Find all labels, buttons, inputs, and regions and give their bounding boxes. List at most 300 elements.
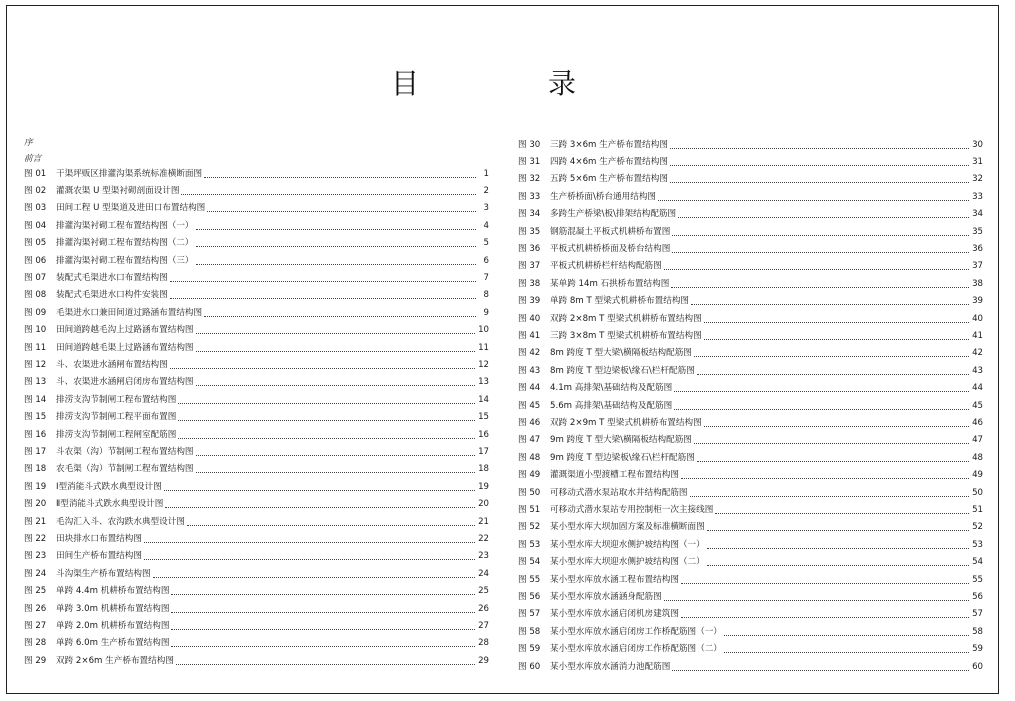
toc-dot-leader <box>196 229 476 230</box>
toc-dot-leader <box>176 664 475 665</box>
toc-entry-title: 多跨生产桥梁\板\排架结构配筋图 <box>550 209 677 220</box>
toc-entry-page: 50 <box>972 487 983 498</box>
toc-entry-page: 23 <box>478 551 489 562</box>
toc-entry-title: 斗沟渠生产桥布置结构图 <box>56 568 151 579</box>
toc-entry-title: 平板式机耕桥桥面及桥台结构图 <box>550 243 671 254</box>
toc-entry-number: 图 51 <box>518 504 541 515</box>
toc-entry[interactable] <box>518 188 983 205</box>
toc-dot-leader <box>196 333 476 334</box>
toc-entry-page: 36 <box>972 243 983 254</box>
toc-entry-number: 图 40 <box>518 313 541 324</box>
toc-entry-page: 10 <box>478 325 489 336</box>
toc-entry-number: 图 14 <box>24 394 47 405</box>
toc-entry-number: 图 09 <box>24 307 47 318</box>
toc-entry-number: 图 07 <box>24 272 47 283</box>
toc-entry-title: 生产桥桥面\桥台通用结构图 <box>550 191 657 202</box>
toc-dot-leader <box>670 165 969 166</box>
toc-entry-page: 54 <box>972 557 983 568</box>
toc-entry-number: 图 21 <box>24 516 47 527</box>
toc-entry[interactable] <box>518 293 983 310</box>
toc-entry-number: 图 28 <box>24 638 47 649</box>
toc-dot-leader <box>670 148 969 149</box>
toc-entry-number: 图 05 <box>24 238 47 249</box>
toc-dot-leader <box>171 612 475 613</box>
toc-entry-page: 15 <box>478 412 489 423</box>
toc-entry-title: 干渠坪贩区排灌沟渠系统标准横断面图 <box>56 168 203 179</box>
toc-entry-title: 某小型水库大坝迎水侧护坡结构图（二） <box>550 557 705 568</box>
toc-entry[interactable] <box>518 571 983 588</box>
toc-entry-number: 图 35 <box>518 226 541 237</box>
toc-entry-title: 某小型水库放水涵启闭房工作桥配筋图（一） <box>550 626 722 637</box>
toc-entry-page: 35 <box>972 226 983 237</box>
toc-entry[interactable] <box>24 583 489 600</box>
toc-dot-leader <box>704 339 969 340</box>
toc-dot-leader <box>678 217 969 218</box>
toc-dot-leader <box>181 194 476 195</box>
toc-entry-number: 图 60 <box>518 661 541 672</box>
toc-entry-number: 图 33 <box>518 191 541 202</box>
toc-dot-leader <box>144 542 475 543</box>
toc-entry-number: 图 48 <box>518 452 541 463</box>
toc-entry[interactable] <box>518 414 983 431</box>
toc-entry-title: 单跨 2.0m 机耕桥布置结构图 <box>56 620 170 631</box>
toc-dot-leader <box>164 490 475 491</box>
toc-dot-leader <box>672 670 969 671</box>
toc-entry-page: 34 <box>972 209 983 220</box>
toc-entry-page: 7 <box>483 272 489 283</box>
toc-dot-leader <box>671 287 969 288</box>
toc-entry-page: 40 <box>972 313 983 324</box>
toc-dot-leader <box>196 472 476 473</box>
toc-entry-page: 51 <box>972 504 983 515</box>
toc-entry-page: 44 <box>972 383 983 394</box>
toc-entry-number: 图 38 <box>518 278 541 289</box>
toc-entry[interactable] <box>518 484 983 501</box>
toc-entry-page: 43 <box>972 365 983 376</box>
toc-entry-page: 28 <box>478 638 489 649</box>
toc-entry-page: 58 <box>972 626 983 637</box>
toc-dot-leader <box>171 646 475 647</box>
toc-entry-page: 56 <box>972 591 983 602</box>
toc-entry[interactable] <box>518 623 983 640</box>
toc-entry-number: 图 46 <box>518 417 541 428</box>
toc-dot-leader <box>196 455 476 456</box>
toc-entry[interactable] <box>24 600 489 617</box>
toc-entry-title: 斗农渠（沟）节制闸工程布置结构图 <box>56 446 194 457</box>
toc-entry[interactable] <box>24 409 489 426</box>
toc-dot-leader <box>196 246 476 247</box>
toc-entry-page: 47 <box>972 435 983 446</box>
toc-entry[interactable] <box>24 235 489 252</box>
toc-dot-leader <box>196 351 476 352</box>
toc-entry[interactable] <box>518 310 983 327</box>
toc-entry-title: 斗、农渠进水涵闸启闭房布置结构图 <box>56 377 194 388</box>
toc-entry-number: 图 45 <box>518 400 541 411</box>
toc-entry[interactable] <box>24 374 489 391</box>
toc-dot-leader <box>165 507 475 508</box>
toc-entry[interactable] <box>24 252 489 269</box>
toc-entry-title: 装配式毛渠进水口构件安装图 <box>56 290 168 301</box>
toc-entry[interactable] <box>518 240 983 257</box>
toc-entry[interactable] <box>24 426 489 443</box>
toc-entry[interactable] <box>518 223 983 240</box>
toc-dot-leader <box>704 322 969 323</box>
toc-entry-title: 斗、农渠进水涵闸布置结构图 <box>56 359 168 370</box>
toc-entry-number: 图 19 <box>24 481 47 492</box>
toc-entry-page: 3 <box>483 203 489 214</box>
toc-entry[interactable] <box>518 327 983 344</box>
toc-entry-number: 图 02 <box>24 185 47 196</box>
toc-entry-page: 11 <box>478 342 489 353</box>
toc-entry[interactable] <box>24 652 489 669</box>
toc-entry-title: 某小型水库放水涵工程布置结构图 <box>550 574 679 585</box>
toc-entry-number: 图 43 <box>518 365 541 376</box>
toc-dot-leader <box>171 594 475 595</box>
toc-entry[interactable] <box>24 165 489 182</box>
toc-entry-page: 32 <box>972 174 983 185</box>
toc-entry-title: 8m 跨度 T 型大梁\横隔板结构配筋图 <box>550 348 692 359</box>
toc-entry-page: 26 <box>478 603 489 614</box>
toc-entry-number: 图 53 <box>518 539 541 550</box>
toc-dot-leader <box>707 565 969 566</box>
toc-entry-number: 图 17 <box>24 446 47 457</box>
toc-entry[interactable] <box>24 322 489 339</box>
toc-entry-number: 图 23 <box>24 551 47 562</box>
toc-dot-leader <box>707 548 969 549</box>
toc-entry-title: 田块排水口布置结构图 <box>56 533 142 544</box>
toc-entry[interactable] <box>518 153 983 170</box>
toc-entry-page: 27 <box>478 620 489 631</box>
toc-entry[interactable] <box>518 641 983 658</box>
toc-dot-leader <box>672 252 969 253</box>
toc-entry-title: 单跨 6.0m 生产桥布置结构图 <box>56 638 170 649</box>
toc-entry-title: 8m 跨度 T 型边梁板\缘石\栏杆配筋图 <box>550 365 695 376</box>
toc-dot-leader <box>670 182 969 183</box>
toc-dot-leader <box>196 264 476 265</box>
toc-entry-number: 图 03 <box>24 203 47 214</box>
toc-entry-number: 图 15 <box>24 412 47 423</box>
toc-dot-leader <box>153 577 476 578</box>
toc-entry-number: 图 22 <box>24 533 47 544</box>
toc-dot-leader <box>691 304 969 305</box>
toc-entry-title: 9m 跨度 T 型大梁\横隔板结构配筋图 <box>550 435 692 446</box>
toc-entry[interactable] <box>518 171 983 188</box>
toc-entry-number: 图 18 <box>24 464 47 475</box>
toc-entry-page: 9 <box>483 307 489 318</box>
toc-entry[interactable] <box>24 182 489 199</box>
toc-dot-leader <box>178 438 475 439</box>
toc-entry-title: 毛渠进水口兼田间道过路涵布置结构图 <box>56 307 203 318</box>
toc-entry-page: 12 <box>478 359 489 370</box>
toc-entry[interactable] <box>24 269 489 286</box>
toc-entry[interactable] <box>518 136 983 153</box>
toc-entry-title: 排涝支沟节制闸工程布置结构图 <box>56 394 177 405</box>
toc-entry-title: 单跨 3.0m 机耕桥布置结构图 <box>56 603 170 614</box>
toc-entry-number: 图 54 <box>518 557 541 568</box>
toc-entry-number: 图 27 <box>24 620 47 631</box>
toc-entry-page: 6 <box>483 255 489 266</box>
toc-entry-number: 图 58 <box>518 626 541 637</box>
toc-entry-title: 排灌沟渠衬砌工程布置结构图（二） <box>56 238 194 249</box>
toc-entry-number: 图 37 <box>518 261 541 272</box>
toc-entry-number: 图 04 <box>24 220 47 231</box>
toc-entry-page: 59 <box>972 644 983 655</box>
toc-entry-page: 19 <box>478 481 489 492</box>
toc-entry-number: 图 32 <box>518 174 541 185</box>
toc-entry-title: 排灌沟渠衬砌工程布置结构图（三） <box>56 255 194 266</box>
toc-dot-leader <box>171 629 475 630</box>
toc-entry-title: 某小型水库放水涵消力池配筋图 <box>550 661 671 672</box>
toc-entry-number: 图 55 <box>518 574 541 585</box>
toc-entry-page: 57 <box>972 609 983 620</box>
toc-dot-leader <box>170 281 476 282</box>
toc-entry[interactable] <box>24 287 489 304</box>
toc-entry-title: 平板式机耕桥栏杆结构配筋图 <box>550 261 662 272</box>
toc-entry-title: 装配式毛渠进水口布置结构图 <box>56 272 168 283</box>
toc-dot-leader <box>697 461 969 462</box>
toc-dot-leader <box>170 368 475 369</box>
toc-dot-leader <box>707 530 969 531</box>
toc-entry-title: 排涝支沟节制闸工程闸室配筋图 <box>56 429 177 440</box>
toc-entry-page: 49 <box>972 470 983 481</box>
toc-entry-number: 图 59 <box>518 644 541 655</box>
toc-entry[interactable] <box>518 606 983 623</box>
toc-entry-number: 图 36 <box>518 243 541 254</box>
toc-dot-leader <box>672 235 969 236</box>
toc-entry-page: 38 <box>972 278 983 289</box>
toc-entry-number: 图 47 <box>518 435 541 446</box>
toc-preface[interactable]: 序 <box>24 138 33 148</box>
toc-entry[interactable] <box>518 432 983 449</box>
toc-entry[interactable] <box>24 200 489 217</box>
toc-entry[interactable] <box>24 565 489 582</box>
toc-entry[interactable] <box>518 206 983 223</box>
toc-entry-page: 8 <box>483 290 489 301</box>
toc-entry-page: 52 <box>972 522 983 533</box>
toc-entry-title: 排灌沟渠衬砌工程布置结构图（一） <box>56 220 194 231</box>
toc-entry[interactable] <box>518 658 983 675</box>
toc-entry-page: 24 <box>478 568 489 579</box>
toc-entry-page: 33 <box>972 191 983 202</box>
toc-entry-page: 31 <box>972 156 983 167</box>
toc-dot-leader <box>697 374 969 375</box>
toc-entry[interactable] <box>518 397 983 414</box>
toc-dot-leader <box>715 513 969 514</box>
toc-dot-leader <box>674 409 969 410</box>
toc-entry[interactable] <box>24 496 489 513</box>
toc-entry-title: 四跨 4×6m 生产桥布置结构图 <box>550 156 668 167</box>
toc-entry-number: 图 26 <box>24 603 47 614</box>
toc-dot-leader <box>681 583 969 584</box>
toc-dot-leader <box>694 443 969 444</box>
toc-entry[interactable] <box>518 275 983 292</box>
toc-entry-title: 田间道跨越毛渠上过路涵布置结构图 <box>56 342 194 353</box>
toc-entry-number: 图 20 <box>24 499 47 510</box>
toc-dot-leader <box>681 617 969 618</box>
toc-entry-title: 5.6m 高排架\基础结构及配筋图 <box>550 400 673 411</box>
toc-entry-page: 29 <box>478 655 489 666</box>
toc-dot-leader <box>664 600 969 601</box>
toc-entry[interactable] <box>24 339 489 356</box>
toc-entry-page: 22 <box>478 533 489 544</box>
toc-dot-leader <box>690 496 970 497</box>
toc-entry[interactable] <box>518 362 983 379</box>
toc-dot-leader <box>187 525 475 526</box>
toc-entry-number: 图 24 <box>24 568 47 579</box>
toc-dot-leader <box>204 177 476 178</box>
toc-entry-title: 单跨 4.4m 机耕桥布置结构图 <box>56 586 170 597</box>
toc-entry-title: 灌溉农渠 U 型渠衬砌剖面设计图 <box>56 185 180 196</box>
toc-entry-page: 60 <box>972 661 983 672</box>
toc-entry-page: 37 <box>972 261 983 272</box>
toc-entry-title: 三跨 3×8m T 型梁式机耕桥布置结构图 <box>550 330 702 341</box>
toc-dot-leader <box>658 200 969 201</box>
toc-entry-title: 双跨 2×9m T 型梁式机耕桥布置结构图 <box>550 417 702 428</box>
toc-dot-leader <box>681 478 969 479</box>
toc-entry-title: 可移动式潜水泵站专用控制柜一次主接线图 <box>550 504 714 515</box>
toc-entry-title: 三跨 3×6m 生产桥布置结构图 <box>550 139 668 150</box>
toc-entry-title: 排涝支沟节制闸工程平面布置图 <box>56 412 177 423</box>
toc-entry-number: 图 25 <box>24 586 47 597</box>
toc-entry-page: 1 <box>483 168 489 179</box>
toc-entry[interactable] <box>518 345 983 362</box>
toc-entry-page: 5 <box>483 238 489 249</box>
page-title: 目 录 <box>391 67 636 100</box>
toc-entry-number: 图 01 <box>24 168 47 179</box>
toc-dot-leader <box>724 635 969 636</box>
toc-entry-title: 某小型水库大坝加固方案及标准横断面图 <box>550 522 705 533</box>
toc-entry-page: 41 <box>972 330 983 341</box>
toc-entry-page: 20 <box>478 499 489 510</box>
toc-entry-page: 45 <box>972 400 983 411</box>
toc-entry-number: 图 30 <box>518 139 541 150</box>
toc-entry-title: 农毛渠（沟）节制闸工程布置结构图 <box>56 464 194 475</box>
toc-entry-title: 单跨 8m T 型梁式机耕桥布置结构图 <box>550 296 690 307</box>
toc-entry-title: 某小型水库放水涵启闭机房建筑图 <box>550 609 679 620</box>
toc-entry-title: 田间工程 U 型渠道及进田口布置结构图 <box>56 203 206 214</box>
toc-entry-title: Ⅰ型消能斗式跌水典型设计图 <box>56 481 162 492</box>
toc-entry-page: 30 <box>972 139 983 150</box>
toc-entry-title: 某小型水库放水涵涵身配筋图 <box>550 591 662 602</box>
toc-entry-page: 39 <box>972 296 983 307</box>
toc-entry-title: 毛沟汇入斗、农沟跌水典型设计图 <box>56 516 185 527</box>
toc-entry[interactable] <box>518 554 983 571</box>
toc-entry-page: 2 <box>483 185 489 196</box>
toc-entry-page: 17 <box>478 446 489 457</box>
toc-entry-number: 图 42 <box>518 348 541 359</box>
toc-entry[interactable] <box>24 356 489 373</box>
toc-entry[interactable] <box>24 548 489 565</box>
toc-dot-leader <box>204 316 476 317</box>
toc-entry-number: 图 12 <box>24 359 47 370</box>
toc-entry-title: Ⅱ型消能斗式跌水典型设计图 <box>56 499 164 510</box>
toc-dot-leader <box>674 391 969 392</box>
toc-entry-title: 某单跨 14m 石拱桥布置结构图 <box>550 278 670 289</box>
toc-entry-page: 14 <box>478 394 489 405</box>
toc-entry-page: 53 <box>972 539 983 550</box>
toc-entry-title: 五跨 5×6m 生产桥布置结构图 <box>550 174 668 185</box>
toc-dot-leader <box>178 403 475 404</box>
toc-entry-number: 图 31 <box>518 156 541 167</box>
toc-dot-leader <box>664 269 969 270</box>
toc-entry[interactable] <box>24 478 489 495</box>
toc-entry-number: 图 16 <box>24 429 47 440</box>
toc-entry-number: 图 11 <box>24 342 47 353</box>
toc-entry[interactable] <box>518 519 983 536</box>
toc-dot-leader <box>178 420 475 421</box>
toc-entry-title: 双跨 2×8m T 型梁式机耕桥布置结构图 <box>550 313 702 324</box>
toc-entry[interactable] <box>24 443 489 460</box>
toc-entry[interactable] <box>518 258 983 275</box>
toc-entry[interactable] <box>518 449 983 466</box>
toc-entry[interactable] <box>24 461 489 478</box>
toc-entry-number: 图 08 <box>24 290 47 301</box>
toc-entry-number: 图 34 <box>518 209 541 220</box>
toc-entry-page: 13 <box>478 377 489 388</box>
toc-entry[interactable] <box>518 501 983 518</box>
toc-entry[interactable] <box>518 536 983 553</box>
toc-entry-title: 可移动式潜水泵站取水井结构配筋图 <box>550 487 688 498</box>
toc-entry-title: 某小型水库放水涵启闭房工作桥配筋图（二） <box>550 644 722 655</box>
toc-entry[interactable] <box>24 513 489 530</box>
toc-entry-page: 21 <box>478 516 489 527</box>
toc-dot-leader <box>694 356 969 357</box>
toc-entry[interactable] <box>518 380 983 397</box>
toc-entry-number: 图 52 <box>518 522 541 533</box>
toc-entry-title: 某小型水库大坝迎水侧护坡结构图（一） <box>550 539 705 550</box>
toc-entry-page: 18 <box>478 464 489 475</box>
toc-entry-title: 双跨 2×6m 生产桥布置结构图 <box>56 655 174 666</box>
toc-entry-number: 图 10 <box>24 325 47 336</box>
toc-entry[interactable] <box>518 588 983 605</box>
toc-entry-number: 图 44 <box>518 383 541 394</box>
toc-entry[interactable] <box>518 467 983 484</box>
toc-entry-page: 46 <box>972 417 983 428</box>
toc-entry-title: 钢筋混凝土平板式机耕桥布置图 <box>550 226 671 237</box>
toc-entry-number: 图 13 <box>24 377 47 388</box>
toc-entry-title: 灌溉渠道小型渡槽工程布置结构图 <box>550 470 679 481</box>
toc-entry[interactable] <box>24 304 489 321</box>
toc-entry-number: 图 57 <box>518 609 541 620</box>
toc-entry[interactable] <box>24 217 489 234</box>
toc-entry-title: 9m 跨度 T 型边梁板\缘石\栏杆配筋图 <box>550 452 695 463</box>
toc-entry-number: 图 56 <box>518 591 541 602</box>
toc-entry-page: 42 <box>972 348 983 359</box>
toc-entry[interactable] <box>24 391 489 408</box>
toc-entry-page: 25 <box>478 586 489 597</box>
toc-dot-leader <box>207 211 476 212</box>
toc-entry-number: 图 50 <box>518 487 541 498</box>
toc-dot-leader <box>724 652 969 653</box>
toc-entry-number: 图 29 <box>24 655 47 666</box>
toc-entry-number: 图 06 <box>24 255 47 266</box>
toc-entry[interactable] <box>24 635 489 652</box>
toc-entry-page: 48 <box>972 452 983 463</box>
toc-entry-title: 田间道跨越毛沟上过路涵布置结构图 <box>56 325 194 336</box>
toc-dot-leader <box>144 559 475 560</box>
toc-entry-title: 4.1m 高排架\基础结构及配筋图 <box>550 383 673 394</box>
toc-entry-number: 图 49 <box>518 470 541 481</box>
toc-dot-leader <box>704 426 969 427</box>
toc-entry-page: 55 <box>972 574 983 585</box>
toc-entry[interactable] <box>24 617 489 634</box>
toc-entry-number: 图 41 <box>518 330 541 341</box>
toc-entry-title: 田间生产桥布置结构图 <box>56 551 142 562</box>
toc-entry-page: 4 <box>483 220 489 231</box>
toc-entry-page: 16 <box>478 429 489 440</box>
toc-entry[interactable] <box>24 530 489 547</box>
toc-foreword[interactable]: 前言 <box>24 154 42 164</box>
